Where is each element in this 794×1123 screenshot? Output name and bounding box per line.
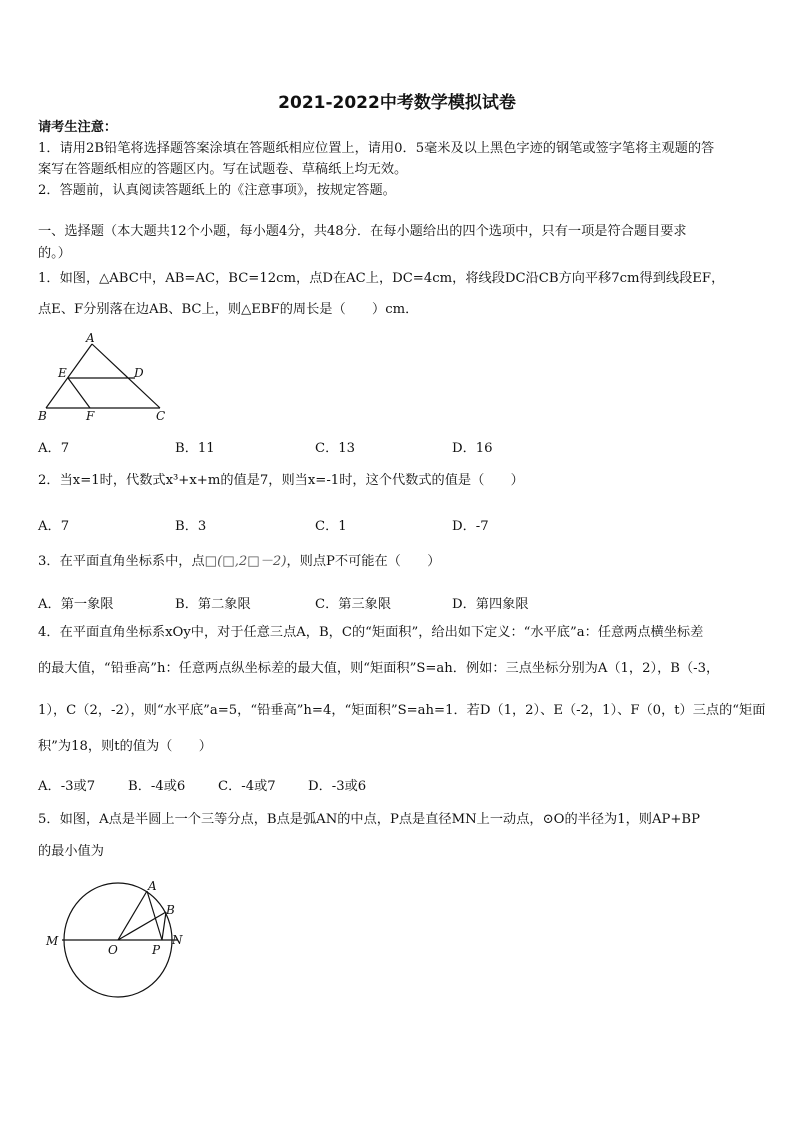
q2-options [38,515,758,533]
q4-option-c[interactable]: C．-4或7 [218,779,276,794]
q1-options [38,437,758,455]
q4-option-b[interactable]: B．-4或6 [128,779,186,794]
page-title: 2021-2022中考数学模拟试卷 [278,93,516,113]
label-d: D [134,366,144,380]
label-m: M [46,934,59,948]
q4-stem-c: 1），C（2，-2），则“水平底”a=5，“铅垂高”h=4，“矩面积”S=ah=1．若D（1，2）、E（-2，1）、F（0，t）三点的“矩面 [38,703,766,718]
label-a: A [86,331,95,345]
q3-stem-b: ，则点P不可能在（ ） [286,554,441,569]
q2-option-b[interactable]: B．3 [175,519,207,534]
q1-stem-a: 1．如图，△ABC中，AB=AC，BC=12cm，点D在AC上，DC=4cm，将线段DC沿CB方向平移7cm得到线段EF， [38,271,725,286]
label-p: P [152,943,161,957]
q3-stem [38,553,440,571]
q1-triangle-figure [36,330,176,425]
q2-stem: 2．当x=1时，代数式x³+x+m的值是7，则当x=-1时，这个代数式的值是（ ） [38,473,524,488]
q5-stem-b: 的最小值为 [38,844,104,859]
q2-option-a[interactable]: A．7 [38,519,70,534]
q1-option-b[interactable]: B．11 [175,441,215,456]
segment-ab [46,344,92,408]
segment-ob [118,912,166,940]
q3-stem-a: 3．在平面直角坐标系中，点 [38,554,205,569]
label-f: F [86,409,95,423]
q2-option-c[interactable]: C．1 [315,519,347,534]
q5-stem-a: 5．如图，A点是半圆上一个三等分点，B点是弧AN的中点，P点是直径MN上一动点，⊙O的半径为1，则AP+BP [38,812,700,827]
section-heading-b: 的。） [38,246,71,261]
q1-stem-b: 点E、F分别落在边AB、BC上，则△EBF的周长是（ ）cm． [38,302,419,317]
section-heading-a: 一、选择题（本大题共12个小题，每小题4分，共48分．在每小题给出的四个选项中，只有一项是符合题目要求 [38,224,687,239]
q3-option-a[interactable]: A．第一象限 [38,597,114,612]
notice-line-1b: 案写在答题纸相应的答题区内。写在试题卷、草稿纸上均无效。 [38,162,408,177]
segment-oa [118,891,147,940]
segment-ef [68,378,90,408]
label-b: B [38,409,47,423]
q1-option-d[interactable]: D．16 [452,441,493,456]
q4-stem-b: 的最大值，“铅垂高”h：任意两点纵坐标差的最大值，则“矩面积”S=ah．例如：三点坐标分别为A（1，2），B（-3， [38,661,720,676]
label-o: O [108,943,118,957]
q3-options [38,593,758,611]
q3-option-d[interactable]: D．第四象限 [452,597,529,612]
q1-option-a[interactable]: A．7 [38,441,70,456]
q4-stem-d: 积”为18，则t的值为（ ） [38,739,212,754]
label-a: A [148,879,157,893]
label-n: N [172,933,183,947]
q1-option-c[interactable]: C．13 [315,441,356,456]
notice-line-1a: 1．请用2B铅笔将选择题答案涂填在答题纸相应位置上，请用0．5毫米及以上黑色字迹的钢笔或签字笔将主观题的答 [38,141,715,156]
label-c: C [156,409,166,423]
q4-stem-a: 4．在平面直角坐标系xOy中，对于任意三点A，B，C的“矩面积”，给出如下定义：“水平底”a：任意两点横坐标差 [38,625,704,640]
notice-heading: 请考生注意： [38,120,118,135]
q2-option-d[interactable]: D．-7 [452,519,489,534]
q4-option-a[interactable]: A．-3或7 [38,779,96,794]
label-e: E [58,366,67,380]
q3-option-c[interactable]: C．第三象限 [315,597,392,612]
q4-options [38,775,758,793]
q4-option-d[interactable]: D．-3或6 [308,779,367,794]
q3-option-b[interactable]: B．第二象限 [175,597,251,612]
label-b: B [166,903,175,917]
q5-circle-figure [40,872,200,1007]
segment-ac [92,344,160,408]
notice-line-2: 2．答题前，认真阅读答题纸上的《注意事项》，按规定答题。 [38,183,396,198]
q3-formula: □(□,2□－2) [204,554,287,569]
